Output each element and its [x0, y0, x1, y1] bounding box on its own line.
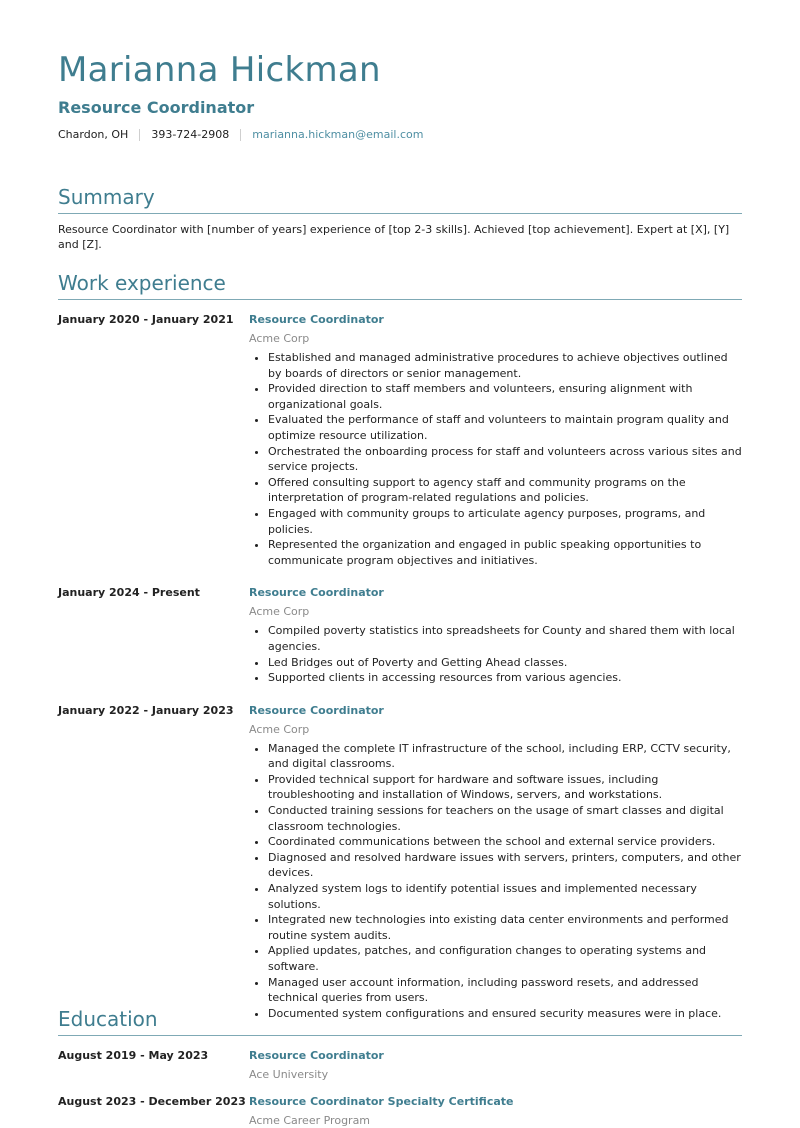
education-section — [58, 1006, 742, 1128]
work-entry — [58, 585, 742, 685]
work-entry-title: Resource Coordinator — [249, 703, 384, 717]
work-entry — [58, 703, 742, 1022]
contact-phone: 393-724-2908 — [151, 128, 230, 141]
contact-divider — [240, 129, 241, 141]
work-entry-bullets — [249, 623, 742, 685]
section-heading-education: Education — [58, 1006, 742, 1036]
work-entry-company: Acme Corp — [249, 605, 310, 619]
contact-email-link[interactable]: marianna.hickman@email.com — [252, 128, 424, 141]
work-entry-body — [249, 312, 742, 568]
work-bullet: • Led Bridges out of Poverty and Getting Ahead classes. — [268, 655, 742, 671]
work-bullet: • Established and managed administrative procedures to achieve objectives outlined by boards of directors or senior management. — [268, 350, 742, 381]
education-entry-body — [249, 1048, 742, 1082]
work-bullet: • Conducted training sessions for teachers on the usage of smart classes and digital classroom technologies. — [268, 803, 742, 834]
work-bullet: • Offered consulting support to agency staff and community programs on the interpretation of program-related regulations and policies. — [268, 475, 742, 506]
work-entry-company: Acme Corp — [249, 332, 310, 345]
work-bullet: • Supported clients in accessing resources from various agencies. — [268, 670, 742, 686]
education-entry — [58, 1094, 742, 1128]
resume-content — [58, 48, 742, 1127]
education-entry-date: August 2019 - May 2023 — [58, 1049, 209, 1062]
work-bullet: • Documented system configurations and ensured security measures were in place. — [268, 1006, 742, 1022]
work-entry-body — [249, 585, 742, 685]
work-entry — [58, 312, 742, 568]
work-bullet: • Provided direction to staff members and volunteers, ensuring alignment with organizational goals. — [268, 381, 742, 412]
contact-location: Chardon, OH — [58, 128, 129, 141]
education-entry — [58, 1048, 742, 1082]
summary-section — [58, 184, 742, 252]
work-entry-body — [249, 703, 742, 1022]
work-bullet: • Analyzed system logs to identify potential issues and implemented necessary solutions. — [268, 881, 742, 912]
work-bullet: • Compiled poverty statistics into spreadsheets for County and shared them with local agencies. — [268, 623, 742, 654]
work-entry-company: Acme Corp — [249, 722, 310, 736]
work-bullet: • Orchestrated the onboarding process for staff and volunteers across various sites and service projects. — [268, 444, 742, 475]
work-bullet: • Diagnosed and resolved hardware issues with servers, printers, computers, and other devices. — [268, 850, 742, 881]
candidate-role: Resource Coordinator — [58, 98, 255, 117]
section-heading-work: Work experience — [58, 270, 742, 300]
work-bullet: • Represented the organization and engaged in public speaking opportunities to communicate program objectives and initiatives. — [268, 537, 742, 568]
work-bullet: • Provided technical support for hardware and software issues, including troubleshooting and installation of Windows, servers, and workstations. — [268, 772, 742, 803]
work-bullet: • Integrated new technologies into existing data center environments and performed routine system audits. — [268, 912, 742, 943]
work-bullet: • Managed user account information, including password resets, and addressed technical queries from users. — [268, 975, 742, 1006]
contact-line — [58, 128, 742, 142]
work-bullet: • Applied updates, patches, and configuration changes to operating systems and software. — [268, 943, 742, 974]
summary-text: Resource Coordinator with [number of years] experience of [top 2-3 skills]. Achieved [top achievement]. Expert at [X], [Y] and [Z]. — [58, 223, 730, 251]
education-entry-institution: Acme Career Program — [249, 1114, 371, 1127]
work-entry-title: Resource Coordinator — [249, 313, 384, 326]
work-entry-bullets — [249, 741, 742, 1022]
section-heading-summary: Summary — [58, 184, 742, 214]
work-bullet: • Engaged with community groups to articulate agency purposes, programs, and policies. — [268, 506, 742, 537]
work-bullet: • Coordinated communications between the school and external service providers. — [268, 834, 742, 850]
work-experience-section — [58, 270, 742, 1021]
candidate-name: Marianna Hickman — [58, 50, 381, 90]
education-entries — [58, 1048, 742, 1128]
education-entry-title: Resource Coordinator — [249, 1049, 384, 1062]
work-bullet: • Managed the complete IT infrastructure of the school, including ERP, CCTV security, and digital classrooms. — [268, 741, 742, 772]
work-entries — [58, 312, 742, 1021]
education-entry-title: Resource Coordinator Specialty Certificate — [249, 1095, 514, 1108]
contact-divider — [139, 129, 140, 141]
work-entry-date: January 2024 - Present — [58, 586, 200, 600]
work-entry-date: January 2020 - January 2021 — [58, 313, 234, 326]
education-entry-date: August 2023 - December 2023 — [58, 1095, 246, 1108]
work-entry-title: Resource Coordinator — [249, 586, 384, 600]
education-entry-body — [249, 1094, 742, 1128]
work-entry-date: January 2022 - January 2023 — [58, 703, 234, 717]
work-entry-bullets — [249, 350, 742, 568]
education-entry-institution: Ace University — [249, 1068, 329, 1081]
work-bullet: • Evaluated the performance of staff and volunteers to maintain program quality and optimize resource utilization. — [268, 412, 742, 443]
